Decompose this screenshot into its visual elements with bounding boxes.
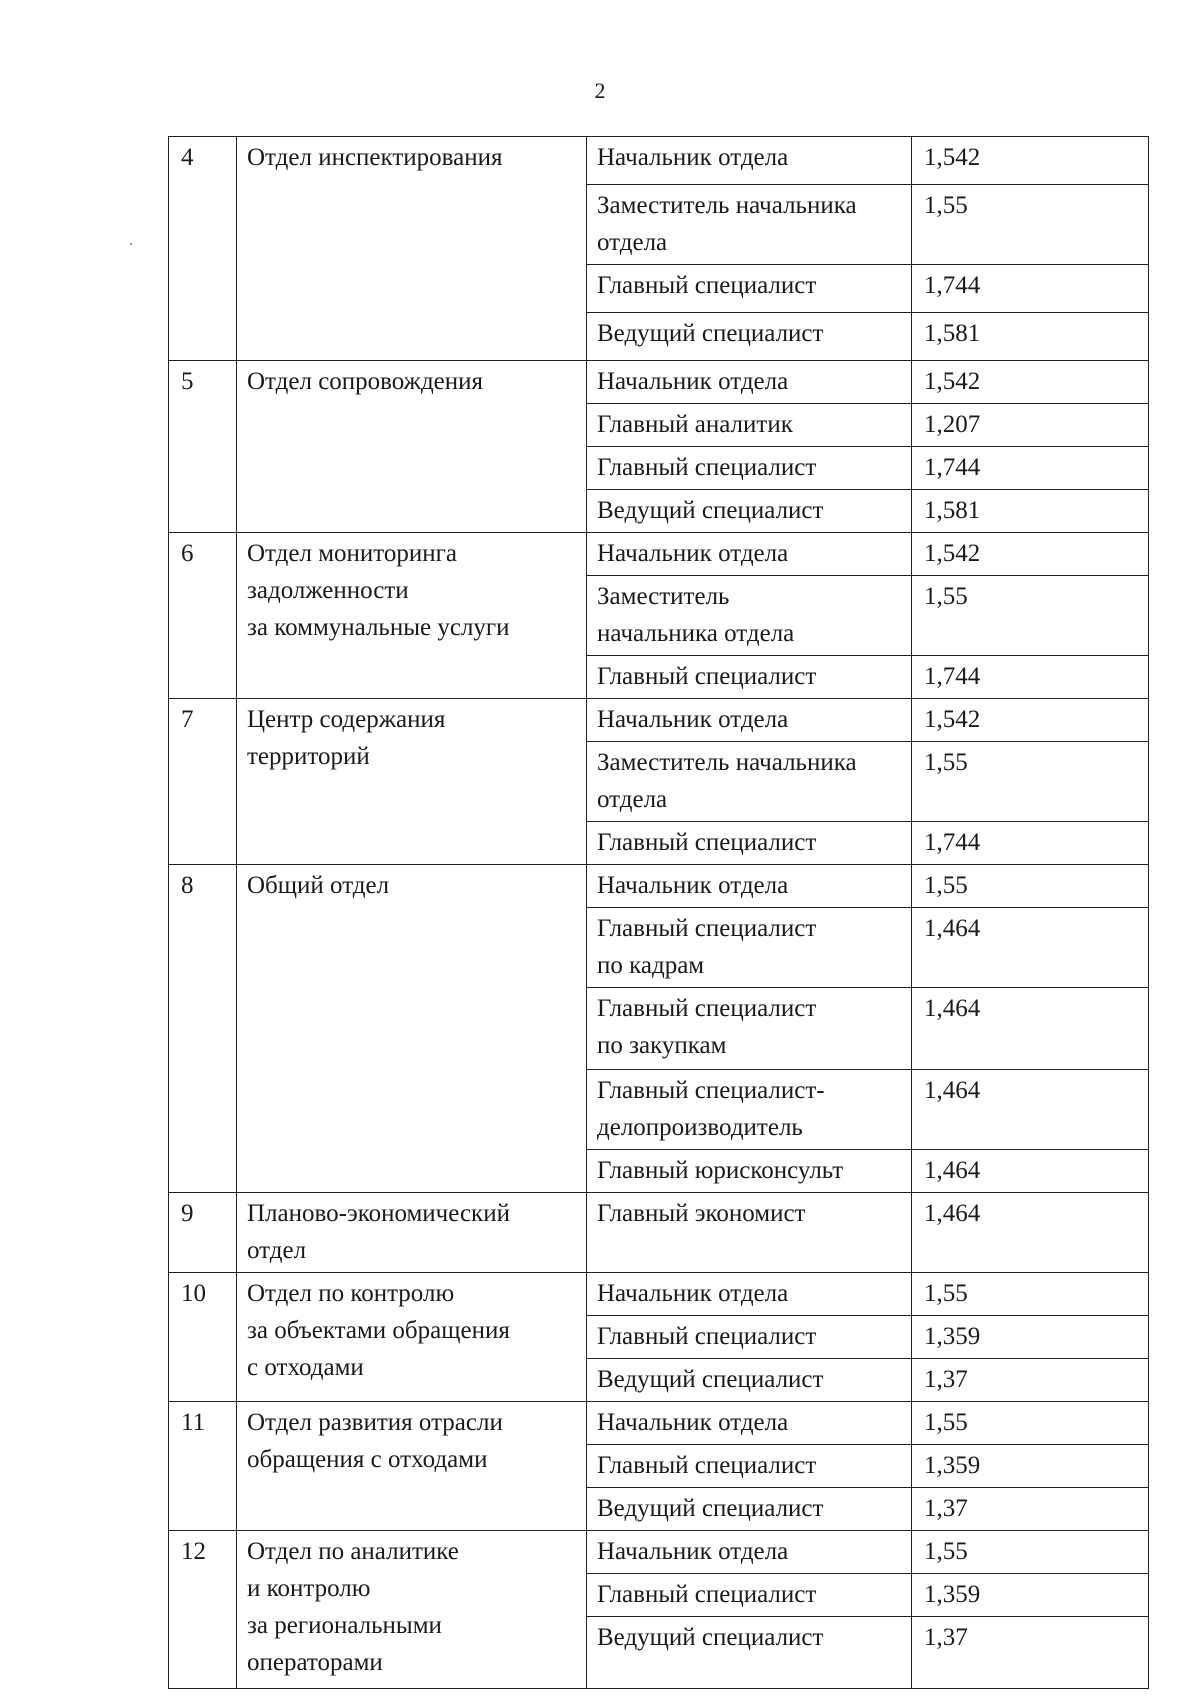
coefficient-cell: 1,359 (912, 1316, 1149, 1359)
row-number-cell: 10 (169, 1273, 237, 1402)
page-number: 2 (594, 78, 606, 103)
row-number-cell: 5 (169, 361, 237, 533)
department-name-cell: Отдел инспектирования (237, 137, 587, 361)
position-title-cell: Начальник отдела (587, 533, 912, 576)
coefficient-cell: 1,55 (912, 1273, 1149, 1316)
position-title-cell: Заместитель начальника отдела (587, 742, 912, 822)
table-row (169, 137, 1149, 185)
table-row (169, 1531, 1149, 1574)
row-number-cell: 9 (169, 1193, 237, 1273)
department-name-cell: Отдел мониторинга задолженности за коммунальные услуги (237, 533, 587, 699)
row-number-cell: 12 (169, 1531, 237, 1689)
table-row (169, 533, 1149, 576)
position-title-cell: Начальник отдела (587, 361, 912, 404)
department-name-cell: Отдел по аналитике и контролю за региональными операторами (237, 1531, 587, 1689)
position-title-cell: Главный специалист (587, 822, 912, 865)
position-title-cell: Главный специалист по закупкам (587, 988, 912, 1070)
coefficient-cell: 1,55 (912, 185, 1149, 265)
department-name-cell: Центр содержания территорий (237, 699, 587, 865)
department-name-cell: Отдел сопровождения (237, 361, 587, 533)
position-title-cell: Заместитель начальника отдела (587, 185, 912, 265)
position-title-cell: Ведущий специалист (587, 1359, 912, 1402)
coefficient-cell: 1,581 (912, 313, 1149, 361)
coefficient-cell: 1,55 (912, 576, 1149, 656)
table-row (169, 865, 1149, 908)
coefficient-cell: 1,744 (912, 265, 1149, 313)
position-title-cell: Начальник отдела (587, 1402, 912, 1445)
position-title-cell: Ведущий специалист (587, 1488, 912, 1531)
position-title-cell: Главный специалист по кадрам (587, 908, 912, 988)
table-row (169, 1193, 1149, 1273)
position-title-cell: Главный экономист (587, 1193, 912, 1273)
coefficient-cell: 1,464 (912, 988, 1149, 1070)
table-body (169, 137, 1149, 1689)
position-title-cell: Главный специалист (587, 265, 912, 313)
position-title-cell: Ведущий специалист (587, 490, 912, 533)
position-title-cell: Начальник отдела (587, 1531, 912, 1574)
coefficient-cell: 1,581 (912, 490, 1149, 533)
position-title-cell: Начальник отдела (587, 1273, 912, 1316)
coefficient-cell: 1,744 (912, 656, 1149, 699)
coefficient-cell: 1,207 (912, 404, 1149, 447)
position-title-cell: Главный специалист (587, 447, 912, 490)
coefficient-cell: 1,37 (912, 1488, 1149, 1531)
coefficient-cell: 1,55 (912, 1531, 1149, 1574)
row-number-cell: 8 (169, 865, 237, 1193)
coefficient-cell: 1,542 (912, 137, 1149, 185)
coefficient-cell: 1,37 (912, 1617, 1149, 1689)
table-row (169, 361, 1149, 404)
coefficient-cell: 1,55 (912, 865, 1149, 908)
coefficient-cell: 1,542 (912, 699, 1149, 742)
coefficient-cell: 1,37 (912, 1359, 1149, 1402)
coefficient-cell: 1,464 (912, 908, 1149, 988)
row-number-cell: 6 (169, 533, 237, 699)
coefficient-cell: 1,55 (912, 1402, 1149, 1445)
department-name-cell: Отдел по контролю за объектами обращения с отходами (237, 1273, 587, 1402)
coefficient-cell: 1,464 (912, 1070, 1149, 1150)
position-title-cell: Начальник отдела (587, 137, 912, 185)
coefficient-cell: 1,359 (912, 1445, 1149, 1488)
coefficient-cell: 1,744 (912, 822, 1149, 865)
position-title-cell: Главный специалист (587, 1316, 912, 1359)
department-name-cell: Отдел развития отрасли обращения с отходами (237, 1402, 587, 1531)
row-number-cell: 11 (169, 1402, 237, 1531)
position-title-cell: Ведущий специалист (587, 313, 912, 361)
table-row (169, 1402, 1149, 1445)
row-number-cell: 7 (169, 699, 237, 865)
position-title-cell: Главный специалист (587, 1445, 912, 1488)
position-title-cell: Главный юрисконсульт (587, 1150, 912, 1193)
position-title-cell: Главный специалист (587, 1574, 912, 1617)
coefficient-cell: 1,464 (912, 1150, 1149, 1193)
coefficient-cell: 1,464 (912, 1193, 1149, 1273)
coefficient-cell: 1,542 (912, 533, 1149, 576)
position-title-cell: Главный аналитик (587, 404, 912, 447)
coefficient-cell: 1,55 (912, 742, 1149, 822)
table-row (169, 1273, 1149, 1316)
department-name-cell: Планово-экономический отдел (237, 1193, 587, 1273)
position-title-cell: Заместитель начальника отдела (587, 576, 912, 656)
coefficient-cell: 1,744 (912, 447, 1149, 490)
table-row (169, 699, 1149, 742)
position-title-cell: Начальник отдела (587, 865, 912, 908)
scan-speck (130, 243, 132, 245)
position-title-cell: Главный специалист- делопроизводитель (587, 1070, 912, 1150)
coefficient-cell: 1,359 (912, 1574, 1149, 1617)
position-title-cell: Главный специалист (587, 656, 912, 699)
coefficient-cell: 1,542 (912, 361, 1149, 404)
staff-coefficient-table (168, 136, 1149, 1689)
position-title-cell: Ведущий специалист (587, 1617, 912, 1689)
staff-coefficient-table-wrap (168, 136, 1148, 1689)
row-number-cell: 4 (169, 137, 237, 361)
position-title-cell: Начальник отдела (587, 699, 912, 742)
department-name-cell: Общий отдел (237, 865, 587, 1193)
